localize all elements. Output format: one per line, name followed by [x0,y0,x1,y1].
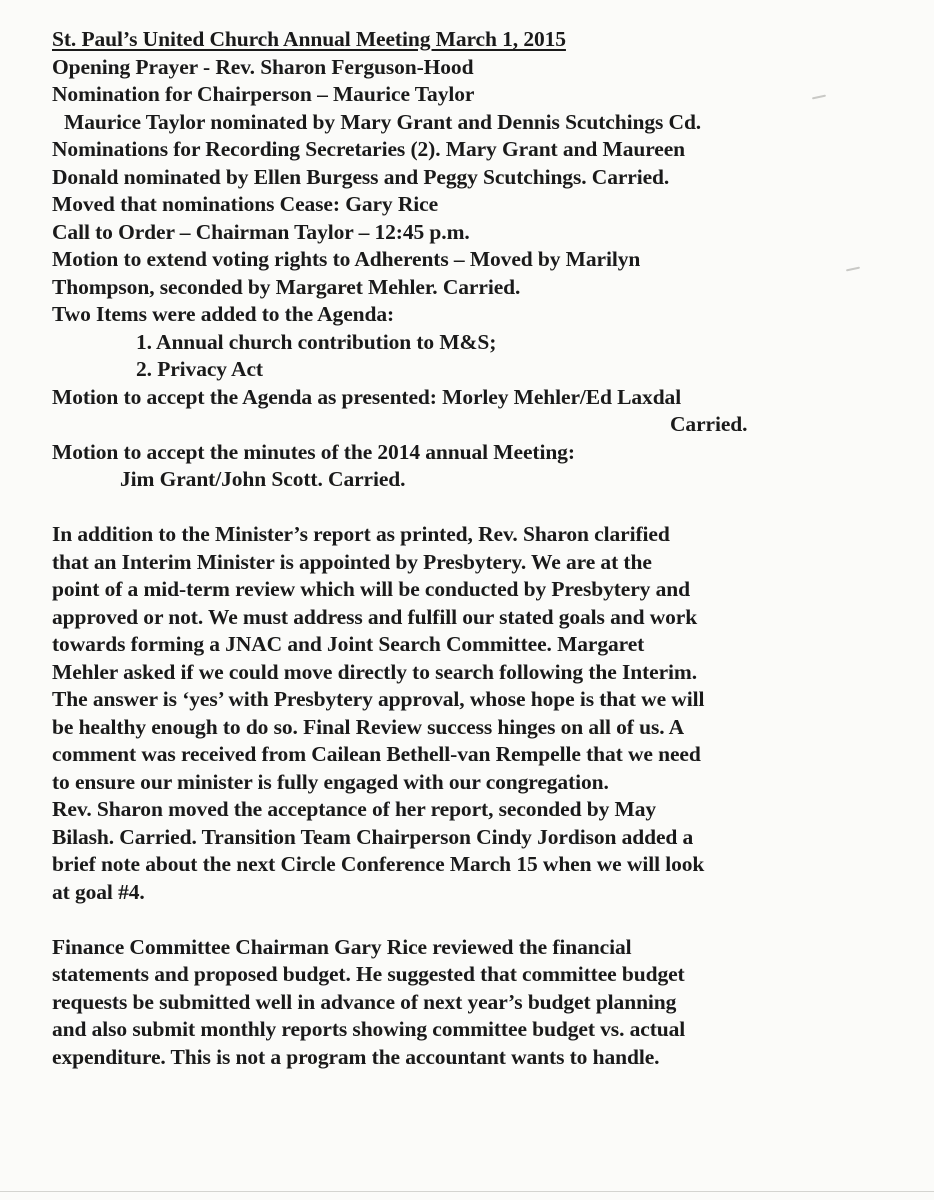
paragraph-line: Finance Committee Chairman Gary Rice reviewed the financial [52,934,632,959]
paragraph-line: towards forming a JNAC and Joint Search Committee. Margaret [52,632,645,656]
paragraph-line: Rev. Sharon moved the acceptance of her report, seconded by May [52,797,657,821]
paragraph-line: Bilash. Carried. Transition Team Chairperson Cindy Jordison added a [52,824,694,849]
minutes-line: Donald nominated by Ellen Burgess and Peggy Scutchings. Carried. [52,164,670,189]
paragraph-line: approved or not. We must address and fulfill our stated goals and work [52,604,698,629]
paragraph-line: be healthy enough to do so. Final Review success hinges on all of us. A [52,714,685,739]
agenda-carried: Carried. [670,412,748,436]
paragraph-line: The answer is ‘yes’ with Presbytery approval, whose hope is that we will [52,687,705,711]
minutes-line: Two Items were added to the Agenda: [52,302,395,326]
paragraph-line: that an Interim Minister is appointed by Presbytery. We are at the [52,549,652,574]
paragraph-line: Mehler asked if we could move directly to search following the Interim. [52,659,697,684]
minutes-line: Thompson, seconded by Margaret Mehler. Carried. [52,274,521,299]
opening-prayer-line: Opening Prayer - Rev. Sharon Ferguson-Hood [52,54,474,79]
minister-report-paragraph [52,521,892,906]
paragraph-line: In addition to the Minister’s report as printed, Rev. Sharon clarified [52,522,670,546]
paragraph-line: expenditure. This is not a program the accountant wants to handle. [52,1044,660,1069]
agenda-motion-line: Motion to accept the Agenda as presented: Morley Mehler/Ed Laxdal [52,384,682,409]
meeting-minutes [52,26,902,1071]
finance-report-paragraph [52,934,892,1072]
paragraph-line: at goal #4. [52,879,145,904]
agenda-item: 1. Annual church contribution to M&S; [136,329,497,354]
paragraph-line: brief note about the next Circle Conference March 15 when we will look [52,852,705,876]
paragraph-line: and also submit monthly reports showing committee budget vs. actual [52,1017,686,1041]
paragraph-gap [52,906,902,934]
previous-minutes-motion-line: Motion to accept the minutes of the 2014 annual Meeting: [52,439,575,464]
paragraph-line: point of a mid-term review which will be conducted by Presbytery and [52,577,690,601]
paragraph-line: statements and proposed budget. He suggested that committee budget [52,962,685,986]
previous-minutes-mover-line: Jim Grant/John Scott. Carried. [120,467,406,491]
chair-nominated-by-line: Maurice Taylor nominated by Mary Grant and Dennis Scutchings Cd. [64,109,702,134]
paragraph-line: requests be submitted well in advance of next year’s budget planning [52,989,677,1014]
paragraph-line: comment was received from Cailean Bethell-van Rempelle that we need [52,742,701,766]
minutes-line: Moved that nominations Cease: Gary Rice [52,192,439,216]
chair-nomination-line: Nomination for Chairperson – Maurice Taylor [52,82,475,106]
paragraph-line: to ensure our minister is fully engaged with our congregation. [52,769,609,794]
agenda-item: 2. Privacy Act [136,357,263,381]
minutes-line: Nominations for Recording Secretaries (2). Mary Grant and Maureen [52,137,686,161]
scan-edge [0,1191,934,1192]
document-title: St. Paul’s United Church Annual Meeting March 1, 2015 [52,27,566,51]
paragraph-gap [52,494,902,522]
minutes-line: Call to Order – Chairman Taylor – 12:45 p.m. [52,219,470,244]
minutes-line: Motion to extend voting rights to Adherents – Moved by Marilyn [52,247,641,271]
